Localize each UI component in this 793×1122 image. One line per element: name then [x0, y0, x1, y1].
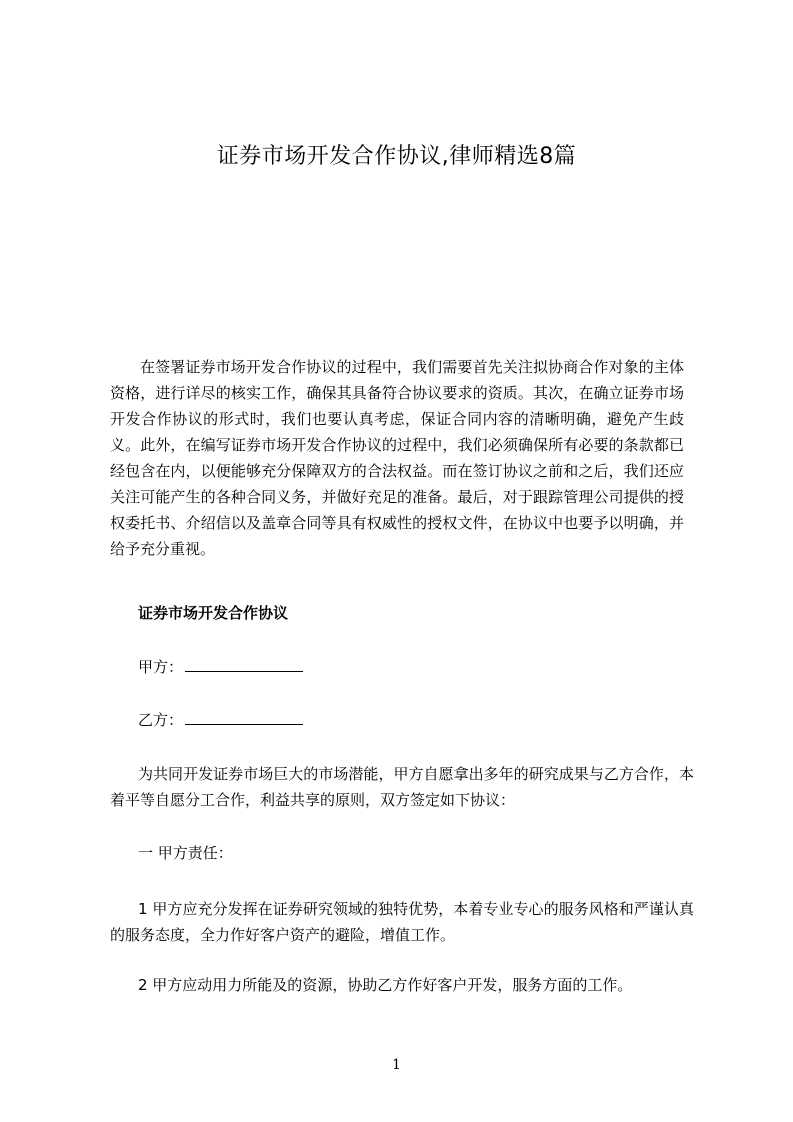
- document-title: 证券市场开发合作协议,律师精选8篇: [216, 144, 577, 169]
- party-b-blank: [185, 708, 303, 725]
- intro-paragraph: 在签署证券市场开发合作协议的过程中，我们需要首先关注拟协商合作对象的主体资格，进行详尽的核实工作，确保其具备符合协议要求的资质。其次，在确立证券市场开发合作协议的形式时，我们也要认真考虑，保证合同内容的清晰明确，避免产生歧义。此外，在编写证券市场开发合作协议的过程中，我们必须确保所有必要的条款都已经包含在内，以便能够充分保障双方的合法权益。而在签订协议之前和之后，我们还应关注可能产生的各种合同义务，并做好充足的准备。最后，对于跟踪管理公司提供的授权委托书、介绍信以及盖章合同等具有权威性的授权文件，在协议中也要予以明确，并给予充分重视。: [110, 358, 684, 558]
- party-b-label: 乙方：: [138, 711, 184, 729]
- party-a-label: 甲方：: [138, 658, 184, 676]
- purpose-paragraph: 为共同开发证券市场巨大的市场潜能，甲方自愿拿出多年的研究成果与乙方合作，本着平等自愿分工合作，利益共享的原则，双方签定如下协议：: [110, 765, 694, 809]
- page-number: 1: [392, 1057, 401, 1073]
- clause-1: 1 甲方应充分发挥在证券研究领域的独特优势，本着专业专心的服务风格和严谨认真的服务态度，全力作好客户资产的避险，增值工作。: [110, 900, 694, 944]
- party-a-duties-heading: 一 甲方责任：: [138, 844, 233, 862]
- party-b-line: [138, 708, 303, 732]
- party-a-blank: [185, 655, 303, 672]
- clause-2: 2 甲方应动用力所能及的资源，协助乙方作好客户开发，服务方面的工作。: [138, 976, 633, 994]
- party-a-line: [138, 655, 303, 679]
- agreement-heading: 证券市场开发合作协议: [138, 604, 289, 622]
